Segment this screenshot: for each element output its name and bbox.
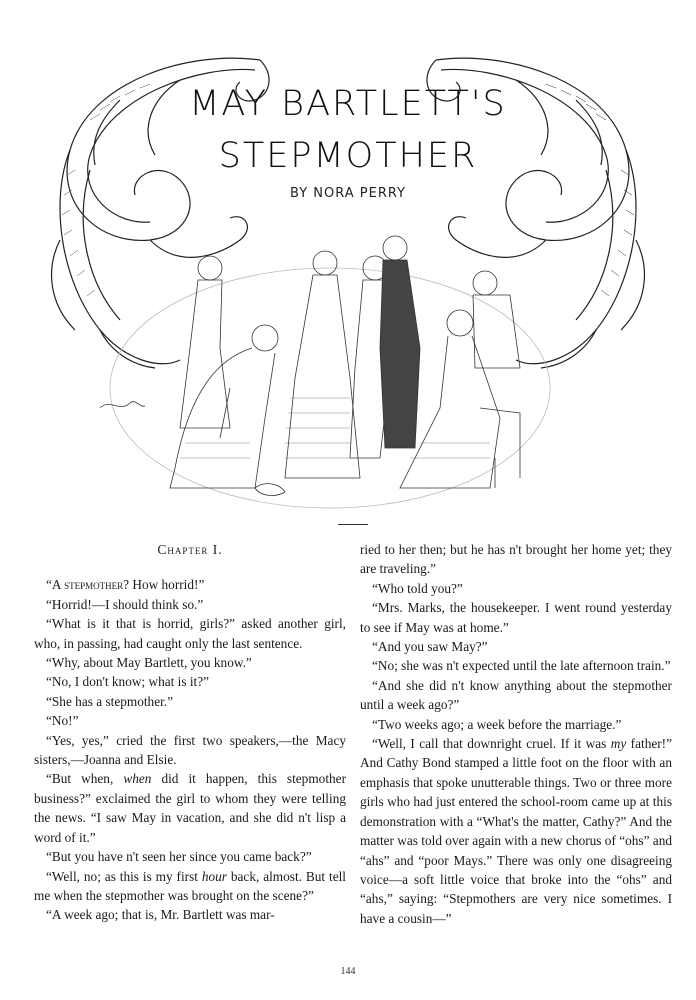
text-column-right bbox=[360, 540, 672, 928]
paragraph-text: “But when, bbox=[46, 771, 124, 787]
paragraph: “And she did n't know anything about the stepmother until a week ago?” bbox=[360, 677, 672, 713]
paragraph bbox=[34, 867, 346, 906]
paragraph bbox=[360, 734, 672, 928]
paragraph-text: did it happen, this stepmother business?” exclaimed the girl to whom they were telling the news. “I saw May in vacation, and she did n't lisp a word of it.” bbox=[34, 771, 346, 845]
paragraph-text: father!” And Cathy Bond stamped a little foot on the floor with an emphasis that spoke unutterable things. Two or three more girls who had just entered the school-room came up at this demonstration with a “What's the matter, Cathy?” And the matter was told over again with a new chorus of “ohs” and “ahs” and “poor Mays.” There was only one disagreeing voice—a soft little voice that broke into the “ohs” and “ahs,” saying: “Stepmothers are very nice sometimes. I have a cousin—” bbox=[360, 736, 673, 926]
paragraph: “What is it that is horrid, girls?” asked another girl, who, in passing, had caught only the last sentence. bbox=[34, 616, 346, 651]
paragraph: “A week ago; that is, Mr. Bartlett was mar- bbox=[46, 907, 275, 923]
illustration-girls-group bbox=[80, 228, 560, 518]
paragraph-emphasis: my bbox=[610, 736, 627, 752]
paragraph bbox=[34, 769, 346, 847]
paragraph-smallcaps: stepmother bbox=[64, 577, 124, 593]
paragraph-continued: ried to her then; but he has n't brought her home yet; they are traveling.” bbox=[360, 542, 672, 577]
article-title bbox=[0, 78, 696, 182]
title-line-2: STEPMOTHER bbox=[218, 136, 478, 176]
paragraph: “Horrid!—I should think so.” bbox=[46, 596, 204, 612]
title-line-1: MAY BARTLETT'S bbox=[189, 84, 507, 124]
paragraph: “She has a stepmother.” bbox=[46, 693, 174, 709]
paragraph: “Who told you?” bbox=[372, 580, 463, 596]
paragraph: “And you saw May?” bbox=[372, 639, 488, 655]
paragraph: “Why, about May Bartlett, you know.” bbox=[46, 655, 252, 671]
paragraph-emphasis: hour bbox=[201, 868, 227, 884]
paragraph-text: “Well, I call that downright cruel. If it was bbox=[372, 736, 611, 752]
paragraph-emphasis: when bbox=[123, 771, 152, 787]
paragraph: “Mrs. Marks, the housekeeper. I went round yesterday to see if May was at home.” bbox=[360, 600, 672, 635]
paragraph-text: back, almost. But tell me when the stepmother was brought on the scene?” bbox=[34, 868, 346, 903]
page-number: 144 bbox=[340, 966, 356, 977]
author-byline: BY NORA PERRY bbox=[290, 186, 406, 201]
paragraph-text: “A bbox=[46, 577, 65, 593]
paragraph-text: “Well, no; as this is my first bbox=[46, 868, 202, 884]
paragraph: “No; she was n't expected until the late afternoon train.” bbox=[372, 658, 671, 674]
section-divider bbox=[338, 524, 368, 525]
text-column-left bbox=[34, 540, 346, 925]
paragraph: “Yes, yes,” cried the first two speakers,—the Macy sisters,—Joanna and Elsie. bbox=[34, 732, 346, 768]
paragraph: “Two weeks ago; a week before the marriage.” bbox=[372, 716, 622, 732]
paragraph bbox=[34, 575, 346, 594]
paragraph: “No, I don't know; what is it?” bbox=[46, 674, 210, 690]
paragraph-text: ? How horrid!” bbox=[123, 577, 205, 593]
paragraph: “But you have n't seen her since you came back?” bbox=[46, 849, 312, 865]
paragraph: “No!” bbox=[46, 713, 79, 729]
chapter-heading: Chapter I. bbox=[157, 542, 223, 557]
